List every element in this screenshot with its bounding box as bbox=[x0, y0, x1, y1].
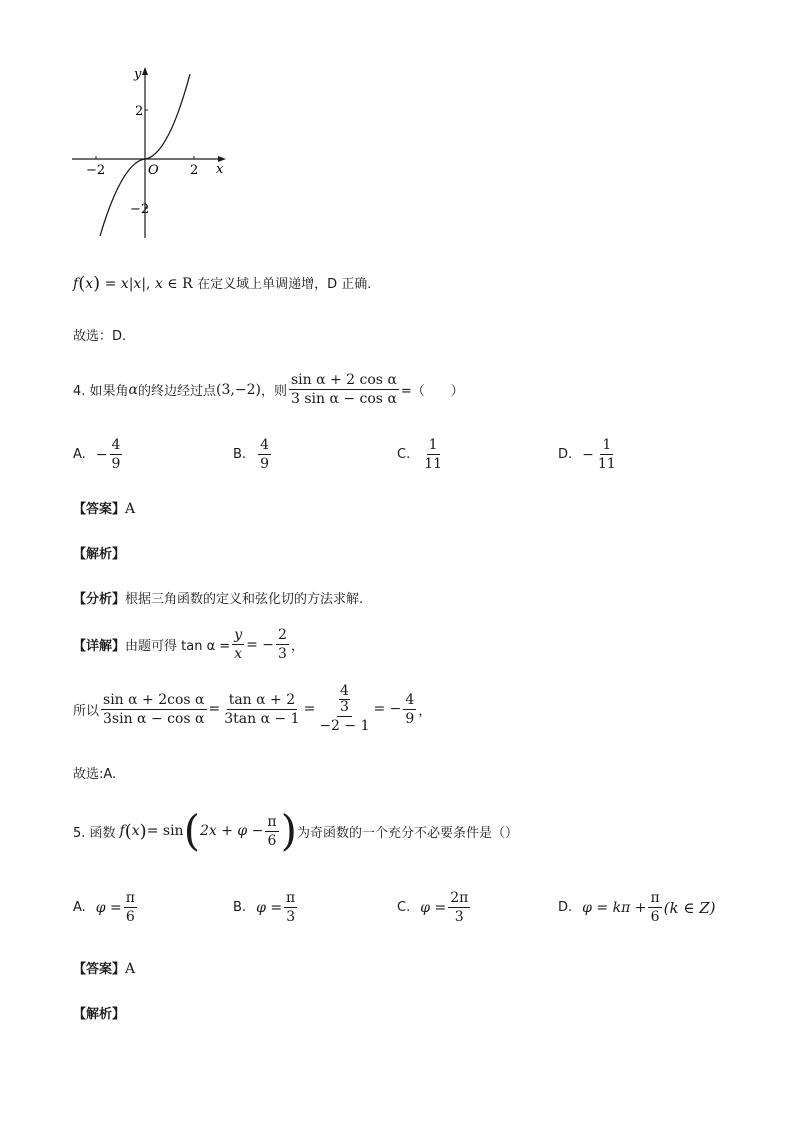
q4-option-a[interactable]: A. − $\frac{4}{9}$ bbox=[73, 437, 121, 472]
tick-label-x-neg: −2 bbox=[86, 163, 106, 178]
q4-choose: 故选:A. bbox=[73, 767, 117, 782]
prev-choose: 故选：D. bbox=[73, 329, 127, 344]
question-4: 4. 如果角 α 的终边经过点 (3,−2) ，则 $\frac{\text{sin α + 2 cos α}}{\text{3 sin α − cos α}}$ =（ ） bbox=[73, 372, 464, 407]
prev-conclusion: f(x) = x|x|, x ∈ R 在定义域上单调递增，D 正确. bbox=[73, 273, 372, 294]
tick-label-x-pos: 2 bbox=[190, 163, 199, 178]
x-axis-label: x bbox=[216, 162, 224, 177]
q5-option-b[interactable]: B. φ = $\frac{\pi}{3}$ bbox=[233, 890, 296, 925]
q4-option-c[interactable]: C. $\frac{1}{11}$ bbox=[397, 437, 443, 472]
y-axis-label: y bbox=[134, 67, 142, 82]
q4-option-b[interactable]: B. $\frac{4}{9}$ bbox=[233, 437, 269, 472]
function-graph bbox=[60, 62, 240, 247]
q4-answer: 【答案】A bbox=[73, 501, 136, 517]
tick-label-y-pos: 2 bbox=[135, 104, 144, 119]
tick-label-y-neg: −2 bbox=[130, 202, 150, 217]
q4-derivation: 所以 $\frac{\text{sin α + 2cos α}}{\text{3sin α − cos α}}$ = $\frac{\text{tan α + 2}}{\text{3tan α − 1}}$ = 4 3 −2 − 1 = − $\frac{4}{9}$ ， bbox=[73, 683, 432, 734]
q5-analysis-heading: 【解析】 bbox=[73, 1007, 126, 1022]
q4-detail: 【详解】 由题可得 tan α = $\frac{y}{x}$ = − $\frac{2}{3}$ ， bbox=[73, 627, 304, 662]
origin-label: O bbox=[148, 163, 159, 178]
q4-analysis-heading: 【解析】 bbox=[73, 547, 126, 562]
q4-option-d[interactable]: D. − $\frac{1}{11}$ bbox=[558, 437, 616, 472]
y-axis-arrow-icon bbox=[142, 67, 148, 75]
q4-fraction: $\frac{\text{sin α + 2 cos α}}{\text{3 sin α − cos α}}$ bbox=[290, 372, 397, 407]
q4-fenxi: 【分析】根据三角函数的定义和弦化切的方法求解. bbox=[73, 592, 364, 607]
question-5: 5. 函数 f ( x ) = sin ( 2x + φ − $\frac{\pi}{6}$ ) 为奇函数的一个充分不必要条件是（） bbox=[73, 806, 518, 855]
q5-option-a[interactable]: A. φ = $\frac{\pi}{6}$ bbox=[73, 890, 135, 925]
q5-answer: 【答案】A bbox=[73, 961, 136, 977]
q5-option-c[interactable]: C. φ = $\frac{2\pi}{3}$ bbox=[397, 890, 469, 925]
q5-option-d[interactable]: D. φ = kπ + $\frac{\pi}{6}$ (k ∈ Z) bbox=[558, 890, 716, 925]
